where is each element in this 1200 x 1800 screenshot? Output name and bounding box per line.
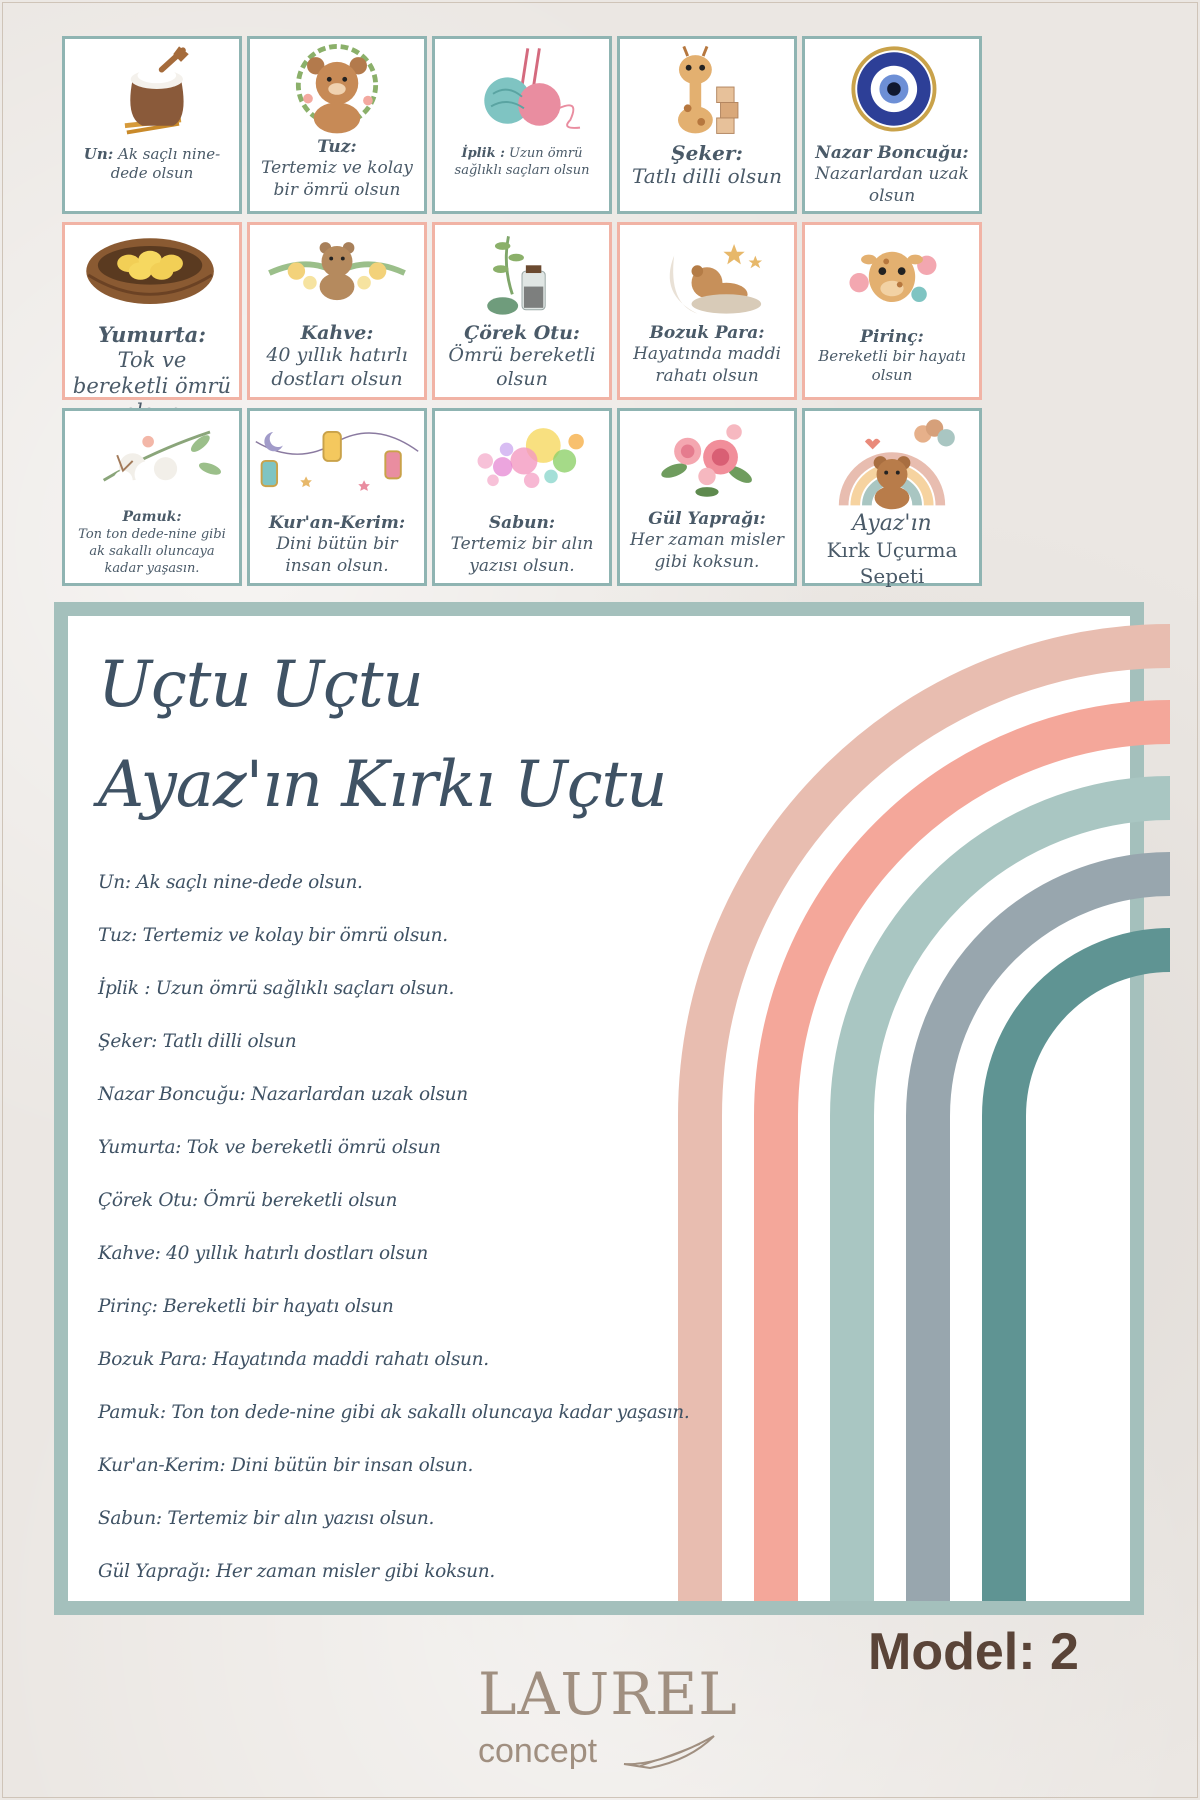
- tag-wish: Tatlı dilli olsun: [631, 164, 783, 188]
- tag-text: [435, 513, 609, 583]
- tag-name: Bozuk Para:: [649, 323, 765, 343]
- tag-card-ayaz: [802, 408, 982, 586]
- tag-name: Pamuk:: [122, 509, 182, 525]
- tag-text: [805, 327, 979, 397]
- wish-line: Çörek Otu: Ömrü bereketli olsun: [98, 1190, 398, 1211]
- main-title-line2: Ayaz'ın Kırkı Uçtu: [98, 748, 667, 822]
- bear-rainbow-balloons-icon: [805, 411, 979, 509]
- tag-text: [435, 323, 609, 397]
- tag-card-iplik: [432, 36, 612, 214]
- tag-text: [620, 323, 794, 397]
- brand-subtitle: concept: [478, 1732, 598, 1770]
- wish-line: Şeker: Tatlı dilli olsun: [98, 1031, 297, 1052]
- tag-card-nazar: [802, 36, 982, 214]
- main-title-line1: Uçtu Uçtu: [98, 648, 423, 722]
- tag-card-pirinc: [802, 222, 982, 400]
- cotton-flowers-icon: [65, 411, 239, 509]
- tag-name: Çörek Otu:: [464, 322, 580, 344]
- wish-line: Pirinç: Bereketli bir hayatı olsun: [98, 1296, 394, 1317]
- giraffe-flowers-icon: [805, 225, 979, 323]
- wish-line: Yumurta: Tok ve bereketli ömrü olsun: [98, 1137, 441, 1158]
- seed-bottle-icon: [435, 225, 609, 323]
- tag-wish: Ömrü bereketli olsun: [448, 344, 596, 390]
- wish-line: Sabun: Tertemiz bir alın yazısı olsun.: [98, 1508, 435, 1529]
- tag-name: Tuz:: [317, 137, 357, 157]
- tag-text: [250, 513, 424, 583]
- tag-card-seker: [617, 36, 797, 214]
- tag-wish: Kırk Uçurma Sepeti: [826, 538, 958, 588]
- tag-name: Gül Yaprağı:: [648, 509, 766, 529]
- tag-name: Şeker:: [671, 141, 743, 165]
- flour-sack-icon: [65, 39, 239, 137]
- wish-line: Nazar Boncuğu: Nazarlardan uzak olsun: [98, 1084, 468, 1105]
- tag-text: [250, 137, 424, 211]
- tag-card-kahve: [247, 222, 427, 400]
- wish-line: Un: Ak saçlı nine-dede olsun.: [98, 872, 363, 893]
- tag-card-sabun: [432, 408, 612, 586]
- tag-name: Yumurta:: [97, 322, 207, 347]
- brand-logo: [470, 1660, 738, 1780]
- tag-name: Ayaz'ın: [852, 511, 932, 536]
- tag-card-gul: [617, 408, 797, 586]
- tag-text: [620, 509, 794, 583]
- egg-nest-icon: [65, 225, 239, 323]
- wish-line: Pamuk: Ton ton dede-nine gibi ak sakallı oluncaya kadar yaşasın.: [98, 1402, 690, 1423]
- giraffe-blocks-icon: [620, 39, 794, 137]
- main-card: [54, 602, 1144, 1615]
- tag-text: [250, 323, 424, 397]
- tag-name: Kahve:: [300, 322, 374, 344]
- tag-name: Un:: [83, 145, 114, 163]
- tag-wish: Tok ve bereketli ömrü: [72, 348, 232, 398]
- model-label: Model: 2: [868, 1623, 1079, 1681]
- tag-wish: Ak saçlı nine-dede olsun: [110, 145, 221, 182]
- wish-line: Gül Yaprağı: Her zaman misler gibi koksun.: [98, 1561, 495, 1582]
- tag-wish: Hayatında maddi rahatı olsun: [633, 344, 781, 386]
- tag-wish: Ton ton dede-nine gibi ak sakallı oluncaya kadar yaşasın.: [78, 527, 226, 576]
- yarn-balls-icon: [435, 39, 609, 137]
- tag-card-corek: [432, 222, 612, 400]
- tag-name: Nazar Boncuğu:: [815, 143, 969, 163]
- tag-text: [65, 145, 239, 211]
- tag-wish: Tertemiz bir alın yazısı olsun.: [450, 534, 594, 576]
- tag-text: [805, 143, 979, 211]
- tag-wish: Bereketli bir hayatı olsun: [818, 347, 966, 384]
- tag-text: [626, 143, 788, 211]
- soap-bubbles-icon: [435, 411, 609, 509]
- wish-list: [98, 872, 689, 1614]
- tag-wish: Tertemiz ve kolay bir ömrü olsun: [261, 158, 413, 200]
- tag-card-kuran: [247, 408, 427, 586]
- wish-line: Kahve: 40 yıllık hatırlı dostları olsun: [98, 1243, 428, 1264]
- evil-eye-icon: [805, 39, 979, 137]
- sleeping-bear-moon-icon: [620, 225, 794, 323]
- tag-wish: Her zaman misler gibi koksun.: [629, 530, 785, 572]
- tag-name: İplik :: [461, 146, 505, 161]
- brand-name: LAUREL: [478, 1660, 738, 1728]
- wish-line: İplik : Uzun ömrü sağlıklı saçları olsun.: [98, 978, 455, 999]
- tag-wish: Dini bütün bir insan olsun.: [276, 534, 398, 576]
- tag-wish: Nazarlardan uzak olsun: [815, 164, 969, 206]
- tag-text: [435, 145, 609, 211]
- tag-wish: 40 yıllık hatırlı dostları olsun: [266, 344, 408, 390]
- wish-line: Bozuk Para: Hayatında maddi rahatı olsun.: [98, 1349, 489, 1370]
- tag-text: [805, 511, 979, 589]
- tag-text: [65, 509, 239, 583]
- tag-card-bozuk: [617, 222, 797, 400]
- tag-wish: Uzun ömrü sağlıklı saçları olsun: [454, 146, 590, 178]
- tag-card-tuz: [247, 36, 427, 214]
- feather-icon: [620, 1730, 720, 1774]
- tag-card-yumurta: [62, 222, 242, 400]
- tag-name: Pirinç:: [860, 327, 924, 347]
- tag-card-pamuk: [62, 408, 242, 586]
- lanterns-moon-icon: [250, 411, 424, 509]
- tag-name: Sabun:: [488, 513, 556, 533]
- teddy-bear-wreath-icon: [250, 39, 424, 137]
- tag-card-un: [62, 36, 242, 214]
- roses-icon: [620, 411, 794, 509]
- bear-flowers-icon: [250, 225, 424, 323]
- wish-line: Tuz: Tertemiz ve kolay bir ömrü olsun.: [98, 925, 448, 946]
- wish-line: Kur'an-Kerim: Dini bütün bir insan olsun.: [98, 1455, 474, 1476]
- tag-name: Kur'an-Kerim:: [268, 513, 406, 533]
